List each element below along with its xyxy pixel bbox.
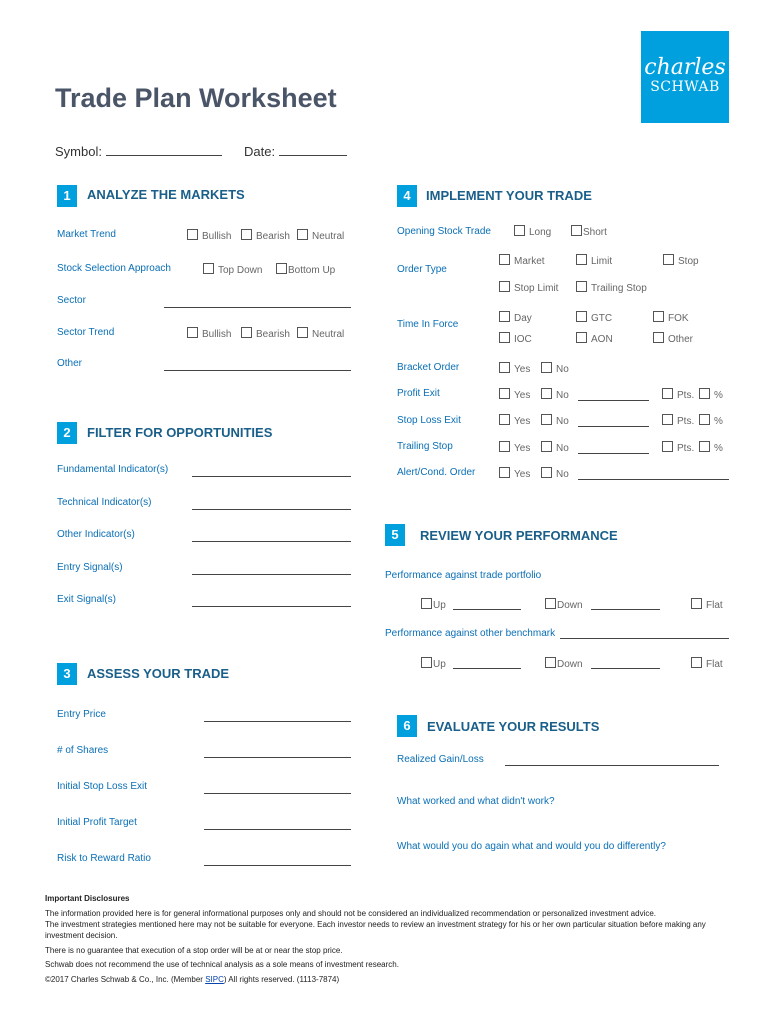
sector-input[interactable] [164,307,351,308]
section-5-title: REVIEW YOUR PERFORMANCE [420,528,618,543]
checkbox[interactable] [241,327,252,338]
portfolio-down[interactable]: Down [545,598,583,611]
symbol-field [55,143,222,159]
sipc-link[interactable]: SIPC [205,975,224,984]
checkbox[interactable] [499,441,510,452]
checkbox[interactable] [541,388,552,399]
date-input[interactable] [279,143,347,156]
sector-trend-label: Sector Trend [57,327,115,338]
checkbox[interactable] [541,441,552,452]
checkbox[interactable] [541,362,552,373]
checkbox[interactable] [187,229,198,240]
checkbox[interactable] [499,362,510,373]
time-in-force-label: Time In Force [397,319,459,330]
checkbox[interactable] [691,657,702,668]
checkbox[interactable] [691,598,702,609]
checkbox[interactable] [699,414,710,425]
selection-top-down[interactable]: Top Down [203,263,262,276]
portfolio-flat[interactable]: Flat [691,598,723,611]
section-6-number: 6 [397,715,417,737]
exit-signal-input[interactable] [192,606,351,607]
profit-exit-yes[interactable]: Yes [499,388,530,401]
tif-ioc[interactable]: IOC [499,332,532,345]
section-3-number: 3 [57,663,77,685]
stop-loss-exit-input[interactable] [578,426,649,427]
sector-trend-bullish[interactable]: Bullish [187,327,231,340]
profit-exit-label: Profit Exit [397,388,440,399]
entry-signal-label: Entry Signal(s) [57,562,123,573]
checkbox[interactable] [499,414,510,425]
section-6-title: EVALUATE YOUR RESULTS [427,719,600,734]
stop-loss-label: Initial Stop Loss Exit [57,781,148,792]
bracket-order-label: Bracket Order [397,362,460,373]
disclosures-heading: Important Disclosures [45,894,130,903]
section-4-number: 4 [397,185,417,207]
disclosure-p2: The investment strategies mentioned here may not be suitable for everyone. Each investor needs to review an investment strategy for his or her own particular situation before making any investment decision. [45,920,706,940]
shares-input[interactable] [204,757,351,758]
what-worked-label: What worked and what didn't work? [397,796,555,807]
order-stop-limit[interactable]: Stop Limit [499,281,558,294]
tif-gtc[interactable]: GTC [576,311,612,324]
checkbox[interactable] [662,388,673,399]
checkbox[interactable] [187,327,198,338]
checkbox[interactable] [653,311,664,322]
sector-label: Sector [57,295,86,306]
tif-other[interactable]: Other [653,332,693,345]
alert-order-label: Alert/Cond. Order [397,467,476,478]
alert-input[interactable] [578,479,729,480]
checkbox[interactable] [653,332,664,343]
checkbox[interactable] [499,281,510,292]
charles-schwab-logo: charles SCHWAB [641,31,729,123]
trailing-stop-input[interactable] [578,453,649,454]
disclosure-p4: Schwab does not recommend the use of technical analysis as a sole means of investment research. [45,960,399,969]
benchmark-input[interactable] [560,638,729,639]
market-trend-bullish[interactable]: Bullish [187,229,231,242]
stop-loss-exit-pct[interactable]: % [699,414,723,427]
profit-exit-no[interactable]: No [541,388,569,401]
checkbox[interactable] [514,225,525,236]
profit-target-label: Initial Profit Target [57,817,137,828]
stop-loss-exit-yes[interactable]: Yes [499,414,530,427]
stop-loss-exit-no[interactable]: No [541,414,569,427]
do-again-label: What would you do again what and would you do differently? [397,841,666,852]
entry-price-label: Entry Price [57,709,106,720]
sector-trend-neutral[interactable]: Neutral [297,327,344,340]
checkbox[interactable] [576,332,587,343]
copyright: ©2017 Charles Schwab & Co., Inc. (Member SIPC) All rights reserved. (1113-7874) [45,975,340,984]
symbol-input[interactable] [106,143,222,156]
checkbox[interactable] [499,467,510,478]
trailing-stop-label: Trailing Stop [397,441,453,452]
checkbox[interactable] [576,254,587,265]
portfolio-down-input[interactable] [591,609,660,610]
checkbox[interactable] [541,414,552,425]
order-type-label: Order Type [397,264,447,275]
risk-reward-input[interactable] [204,865,351,866]
checkbox[interactable] [662,414,673,425]
tif-aon[interactable]: AON [576,332,613,345]
alert-yes[interactable]: Yes [499,467,530,480]
realized-gain-label: Realized Gain/Loss [397,754,484,765]
realized-gain-input[interactable] [505,765,719,766]
page-title: Trade Plan Worksheet [55,83,337,113]
shares-label: # of Shares [57,745,109,756]
trailing-stop-pct[interactable]: % [699,441,723,454]
disclosure-p3: There is no guarantee that execution of a stop order will be at or near the stop price. [45,946,343,955]
checkbox[interactable] [576,311,587,322]
symbol-label: Symbol: [55,144,102,159]
portfolio-up-input[interactable] [453,609,521,610]
exit-signal-label: Exit Signal(s) [57,594,116,605]
checkbox[interactable] [545,657,556,668]
checkbox[interactable] [421,657,432,668]
section-5-number: 5 [385,524,405,546]
checkbox[interactable] [499,311,510,322]
fundamental-label: Fundamental Indicator(s) [57,464,169,475]
checkbox[interactable] [699,388,710,399]
other-indicator-label: Other Indicator(s) [57,529,135,540]
fundamental-input[interactable] [192,476,351,477]
profit-exit-input[interactable] [578,400,649,401]
sector-trend-bearish[interactable]: Bearish [241,327,290,340]
checkbox[interactable] [276,263,287,274]
portfolio-up[interactable]: Up [421,598,446,611]
stop-loss-exit-label: Stop Loss Exit [397,415,461,426]
benchmark-down[interactable]: Down [545,657,583,670]
section-4-title: IMPLEMENT YOUR TRADE [426,188,592,203]
market-trend-bearish[interactable]: Bearish [241,229,290,242]
section-2-number: 2 [57,422,77,444]
order-stop[interactable]: Stop [663,254,699,267]
checkbox[interactable] [576,281,587,292]
alert-no[interactable]: No [541,467,569,480]
opening-long[interactable]: Long [514,225,551,238]
benchmark-down-input[interactable] [591,668,660,669]
section-1-title: ANALYZE THE MARKETS [87,187,245,202]
selection-bottom-up[interactable]: Bottom Up [276,263,335,276]
checkbox[interactable] [203,263,214,274]
other-indicator-input[interactable] [192,541,351,542]
other-input[interactable] [164,370,351,371]
bracket-yes[interactable]: Yes [499,362,530,375]
trailing-stop-no[interactable]: No [541,441,569,454]
checkbox[interactable] [297,229,308,240]
date-field [244,143,347,159]
other-label: Other [57,358,83,369]
profit-target-input[interactable] [204,829,351,830]
checkbox[interactable] [699,441,710,452]
checkbox[interactable] [297,327,308,338]
checkbox[interactable] [499,254,510,265]
tif-day[interactable]: Day [499,311,532,324]
checkbox[interactable] [499,388,510,399]
market-trend-neutral[interactable]: Neutral [297,229,344,242]
technical-input[interactable] [192,509,351,510]
checkbox[interactable] [499,332,510,343]
section-3-title: ASSESS YOUR TRADE [87,666,230,681]
benchmark-up-input[interactable] [453,668,521,669]
stop-loss-exit-pts[interactable]: Pts. [662,414,694,427]
risk-reward-label: Risk to Reward Ratio [57,853,151,864]
checkbox[interactable] [662,441,673,452]
profit-exit-pts[interactable]: Pts. [662,388,694,401]
trailing-stop-yes[interactable]: Yes [499,441,530,454]
stock-selection-label: Stock Selection Approach [57,263,171,274]
checkbox[interactable] [663,254,674,265]
checkbox[interactable] [541,467,552,478]
profit-exit-pct[interactable]: % [699,388,723,401]
opening-short[interactable]: Short [571,225,607,238]
trailing-stop-pts[interactable]: Pts. [662,441,694,454]
order-market[interactable]: Market [499,254,545,267]
benchmark-up[interactable]: Up [421,657,446,670]
checkbox[interactable] [571,225,582,236]
order-limit[interactable]: Limit [576,254,612,267]
section-1-number: 1 [57,185,77,207]
opening-trade-label: Opening Stock Trade [397,226,491,237]
vs-benchmark-label: Performance against other benchmark [385,628,556,639]
entry-price-input[interactable] [204,721,351,722]
disclosure-p1: The information provided here is for general informational purposes only and should not be considered an individualized recommendation or personalized investment advice. [45,909,657,918]
date-label: Date: [244,144,276,159]
benchmark-flat[interactable]: Flat [691,657,723,670]
order-trailing-stop[interactable]: Trailing Stop [576,281,647,294]
checkbox[interactable] [545,598,556,609]
vs-portfolio-label: Performance against trade portfolio [385,570,542,581]
checkbox[interactable] [241,229,252,240]
stop-loss-input[interactable] [204,793,351,794]
tif-fok[interactable]: FOK [653,311,689,324]
bracket-no[interactable]: No [541,362,569,375]
entry-signal-input[interactable] [192,574,351,575]
checkbox[interactable] [421,598,432,609]
technical-label: Technical Indicator(s) [57,497,152,508]
section-2-title: FILTER FOR OPPORTUNITIES [87,425,273,440]
market-trend-label: Market Trend [57,229,116,240]
